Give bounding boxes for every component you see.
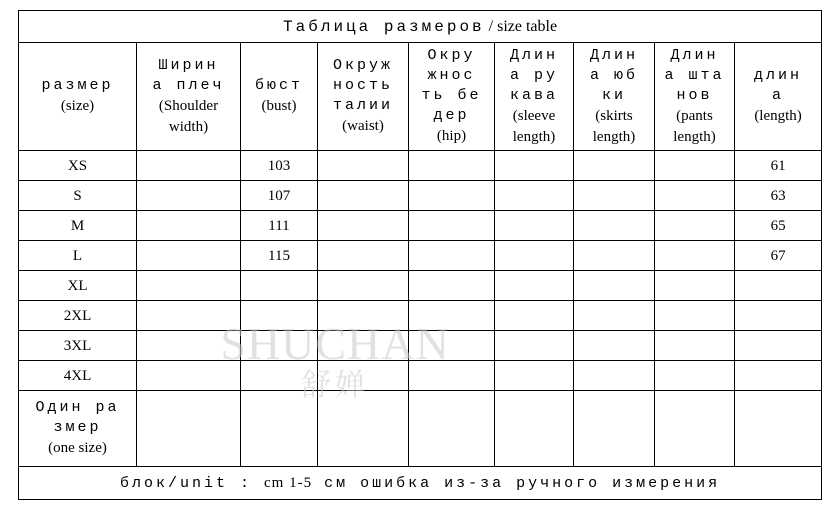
header-ru-line: а юб (589, 66, 638, 84)
header-ru-line: Длин (589, 46, 638, 64)
table-cell-pants-length (655, 241, 735, 271)
table-cell-hip (409, 361, 495, 391)
size-label-cell: L (19, 241, 137, 271)
table-cell-skirt-length (574, 151, 655, 181)
table-cell-skirt-length (574, 301, 655, 331)
size-label-cell: S (19, 181, 137, 211)
one-size-label-cell (19, 391, 137, 467)
table-cell-pants-length (655, 151, 735, 181)
table-cell-waist (318, 271, 409, 301)
table-title (19, 11, 822, 43)
table-cell-sleeve-length (495, 391, 574, 467)
watermark-latin: SHUCHAN (220, 318, 450, 369)
table-cell-waist (318, 301, 409, 331)
header-ru-line: ть бе (421, 87, 482, 104)
header-ru-line: бюст (254, 77, 303, 94)
watermark-cjk: 舒婵 (301, 368, 369, 403)
table-cell-bust (241, 391, 318, 467)
table-cell-pants-length (655, 391, 735, 467)
header-en-line: (size) (60, 98, 95, 114)
header-en-line: (pants (676, 107, 713, 124)
table-cell-sleeve-length (495, 361, 574, 391)
header-sleeve-length (495, 43, 574, 151)
header-en-line: (sleeve (512, 107, 556, 124)
table-cell-hip (409, 301, 495, 331)
table-row (19, 211, 822, 241)
size-label-cell: 4XL (19, 361, 137, 391)
table-cell-length (735, 391, 822, 467)
table-cell-bust (241, 271, 318, 301)
footer-error-note: см ошибка из-за ручного измерения (312, 474, 721, 492)
table-row-one-size (19, 391, 822, 467)
table-cell-length (735, 271, 822, 301)
header-en-line: (hip) (436, 128, 467, 144)
table-cell-bust: 107 (241, 181, 318, 211)
table-cell-sleeve-length (495, 241, 574, 271)
size-table (18, 10, 822, 500)
table-row (19, 361, 822, 391)
table-cell-waist (318, 211, 409, 241)
table-cell-pants-length (655, 181, 735, 211)
size-label-cell: 3XL (19, 331, 137, 361)
header-ru-line: Длин (509, 46, 558, 64)
size-label-cell: M (19, 211, 137, 241)
header-ru-line: Окру (427, 47, 476, 64)
table-cell-pants-length (655, 301, 735, 331)
table-cell-length (735, 331, 822, 361)
one-size-en: (one size) (48, 440, 107, 456)
header-shoulder-width (137, 43, 241, 151)
table-cell-hip (409, 181, 495, 211)
table-row (19, 151, 822, 181)
header-pants-length (655, 43, 735, 151)
table-row (19, 241, 822, 271)
header-ru-line: нов (676, 86, 713, 104)
header-ru-line: жнос (427, 67, 476, 84)
table-cell-waist (318, 151, 409, 181)
table-cell-shoulder-width (137, 301, 241, 331)
table-cell-skirt-length (574, 271, 655, 301)
table-cell-waist (318, 241, 409, 271)
table-cell-pants-length (655, 331, 735, 361)
table-cell-shoulder-width (137, 181, 241, 211)
table-cell-shoulder-width (137, 151, 241, 181)
header-ru-line: Длин (670, 46, 719, 64)
header-en-line: width) (168, 118, 209, 135)
header-en-line: (skirts (595, 107, 633, 124)
header-en-line: length) (512, 128, 556, 145)
table-cell-bust: 115 (241, 241, 318, 271)
table-cell-skirt-length (574, 331, 655, 361)
header-en-line: (bust) (261, 98, 297, 114)
header-en-line: (waist) (342, 118, 384, 134)
table-cell-length: 63 (735, 181, 822, 211)
table-cell-hip (409, 391, 495, 467)
one-size-ru-line: змер (53, 419, 102, 436)
table-cell-sleeve-length (495, 211, 574, 241)
table-cell-bust (241, 301, 318, 331)
table-cell-shoulder-width (137, 211, 241, 241)
table-row (19, 181, 822, 211)
header-ru-line: размер (41, 77, 114, 94)
table-cell-pants-length (655, 361, 735, 391)
table-cell-sleeve-length (495, 151, 574, 181)
header-en-line: (Shoulder (158, 97, 219, 114)
title-ru: Таблица размеров (283, 17, 485, 36)
table-cell-sleeve-length (495, 301, 574, 331)
header-ru-line: а шта (664, 66, 725, 84)
header-ru-line: а ру (509, 66, 558, 84)
table-cell-skirt-length (574, 361, 655, 391)
table-cell-waist (318, 391, 409, 467)
header-ru-line: дер (433, 107, 470, 124)
header-bust (241, 43, 318, 151)
table-cell-sleeve-length (495, 181, 574, 211)
table-row (19, 301, 822, 331)
table-cell-bust: 103 (241, 151, 318, 181)
table-cell-waist (318, 331, 409, 361)
table-cell-shoulder-width (137, 241, 241, 271)
header-row (19, 43, 822, 151)
table-cell-hip (409, 331, 495, 361)
table-cell-hip (409, 241, 495, 271)
header-en-line: (length) (754, 108, 802, 124)
header-ru-line: кава (509, 86, 558, 104)
header-ru-line: Ширин (158, 56, 219, 74)
header-ru-line: ки (601, 86, 626, 104)
header-hip (409, 43, 495, 151)
title-separator: / (484, 17, 498, 35)
table-cell-length: 61 (735, 151, 822, 181)
size-label-cell: XS (19, 151, 137, 181)
table-cell-length: 65 (735, 211, 822, 241)
table-cell-shoulder-width (137, 361, 241, 391)
table-cell-length: 67 (735, 241, 822, 271)
table-cell-shoulder-width (137, 391, 241, 467)
table-cell-sleeve-length (495, 331, 574, 361)
footer-note (19, 467, 822, 500)
header-ru-line: ность (332, 77, 393, 94)
size-label-cell: 2XL (19, 301, 137, 331)
header-ru-line: Окруж (332, 57, 393, 74)
one-size-ru-line: Один ра (35, 399, 120, 416)
table-cell-bust: 111 (241, 211, 318, 241)
title-en: size table (497, 17, 558, 35)
table-cell-skirt-length (574, 241, 655, 271)
table-cell-skirt-length (574, 181, 655, 211)
table-cell-bust (241, 361, 318, 391)
table-cell-shoulder-width (137, 271, 241, 301)
header-en-line: length) (592, 128, 636, 145)
table-cell-shoulder-width (137, 331, 241, 361)
table-cell-pants-length (655, 211, 735, 241)
header-size (19, 43, 137, 151)
table-cell-waist (318, 181, 409, 211)
table-cell-pants-length (655, 271, 735, 301)
header-skirt-length (574, 43, 655, 151)
header-length (735, 43, 822, 151)
table-cell-sleeve-length (495, 271, 574, 301)
table-cell-skirt-length (574, 211, 655, 241)
header-ru-line: талии (332, 97, 393, 114)
header-en-line: length) (673, 128, 716, 145)
table-cell-skirt-length (574, 391, 655, 467)
table-cell-length (735, 361, 822, 391)
table-cell-bust (241, 331, 318, 361)
table-cell-hip (409, 151, 495, 181)
table-row (19, 331, 822, 361)
footer-range: cm 1-5 (264, 474, 313, 491)
table-row (19, 271, 822, 301)
table-cell-hip (409, 211, 495, 241)
header-ru-line: а (772, 87, 785, 104)
table-cell-hip (409, 271, 495, 301)
header-waist (318, 43, 409, 151)
size-label-cell: XL (19, 271, 137, 301)
footer-unit: блок/unit : (119, 474, 264, 492)
header-ru-line: а плеч (152, 76, 225, 94)
header-ru-line: длин (754, 67, 803, 84)
table-cell-waist (318, 361, 409, 391)
table-cell-length (735, 301, 822, 331)
